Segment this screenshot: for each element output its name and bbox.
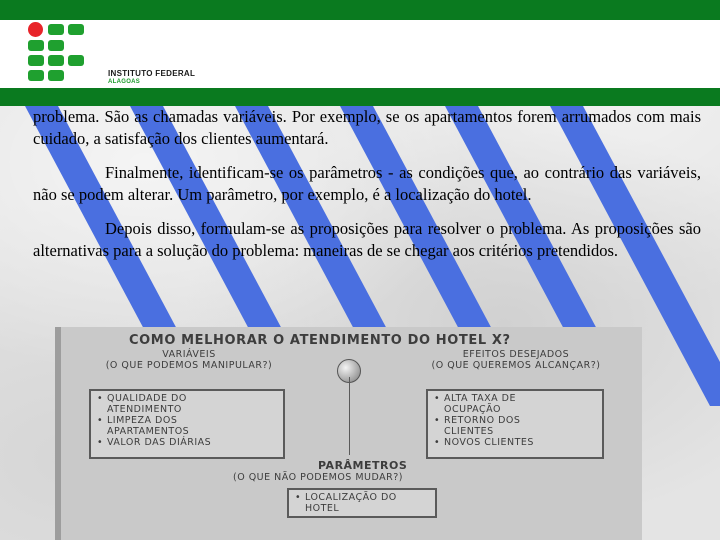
- list-item: ATENDIMENTO: [107, 404, 182, 415]
- logo-subtitle: ALAGOAS: [108, 79, 141, 85]
- institute-logo-text: [108, 69, 195, 87]
- list-item: • QUALIDADE DO: [97, 393, 187, 404]
- list-item: HOTEL: [305, 503, 340, 514]
- header-bottom-bar: [0, 88, 720, 106]
- paragraph-variables: problema. São as chamadas variáveis. Por exemplo, se os apartamentos forem arrumados com mais cuidado, a satisfação dos clientes aumentará.: [33, 107, 701, 148]
- list-item: • NOVOS CLIENTES: [434, 437, 534, 448]
- diagram-connector-line: [349, 377, 350, 455]
- body-text: [33, 106, 701, 274]
- list-item: • LIMPEZA DOS: [97, 415, 178, 426]
- list-item: CLIENTES: [444, 426, 494, 437]
- list-item: • RETORNO DOS: [434, 415, 521, 426]
- list-item: • LOCALIZAÇÃO DO: [295, 492, 397, 503]
- effects-box: [426, 389, 604, 459]
- variables-title: VARIÁVEIS: [162, 349, 216, 360]
- variables-box: [89, 389, 285, 459]
- list-item: APARTAMENTOS: [107, 426, 190, 437]
- header-top-bar: [0, 0, 720, 20]
- effects-subtitle: (O QUE QUEREMOS ALCANÇAR?): [431, 360, 601, 371]
- variables-subtitle: (O QUE PODEMOS MANIPULAR?): [105, 360, 273, 371]
- logo-title: INSTITUTO FEDERAL: [108, 69, 196, 78]
- parameters-box: [287, 488, 437, 518]
- parameters-title: PARÂMETROS: [318, 459, 408, 472]
- list-item: • VALOR DAS DIÁRIAS: [97, 437, 212, 448]
- figure-title: COMO MELHORAR O ATENDIMENTO DO HOTEL X?: [129, 333, 511, 348]
- list-item: OCUPAÇÃO: [444, 404, 501, 415]
- effects-title: EFEITOS DESEJADOS: [462, 349, 570, 360]
- list-item: • ALTA TAXA DE: [434, 393, 516, 404]
- variables-heading: [79, 349, 299, 371]
- hotel-diagram-figure: [55, 327, 642, 540]
- paragraph-propositions: Depois disso, formulam-se as proposições para resolver o problema. As proposições são alternativas para a solução do problema: maneiras de se chegar aos critérios pretendidos.: [33, 219, 701, 260]
- effects-heading: [401, 349, 631, 371]
- parameters-subtitle: (O QUE NÃO PODEMOS MUDAR?): [233, 472, 403, 483]
- paragraph-parameters: Finalmente, identificam-se os parâmetros - as condições que, ao contrário das variáveis, não se podem alterar. Um parâmetro, por exemplo, é a localização do hotel.: [33, 163, 701, 204]
